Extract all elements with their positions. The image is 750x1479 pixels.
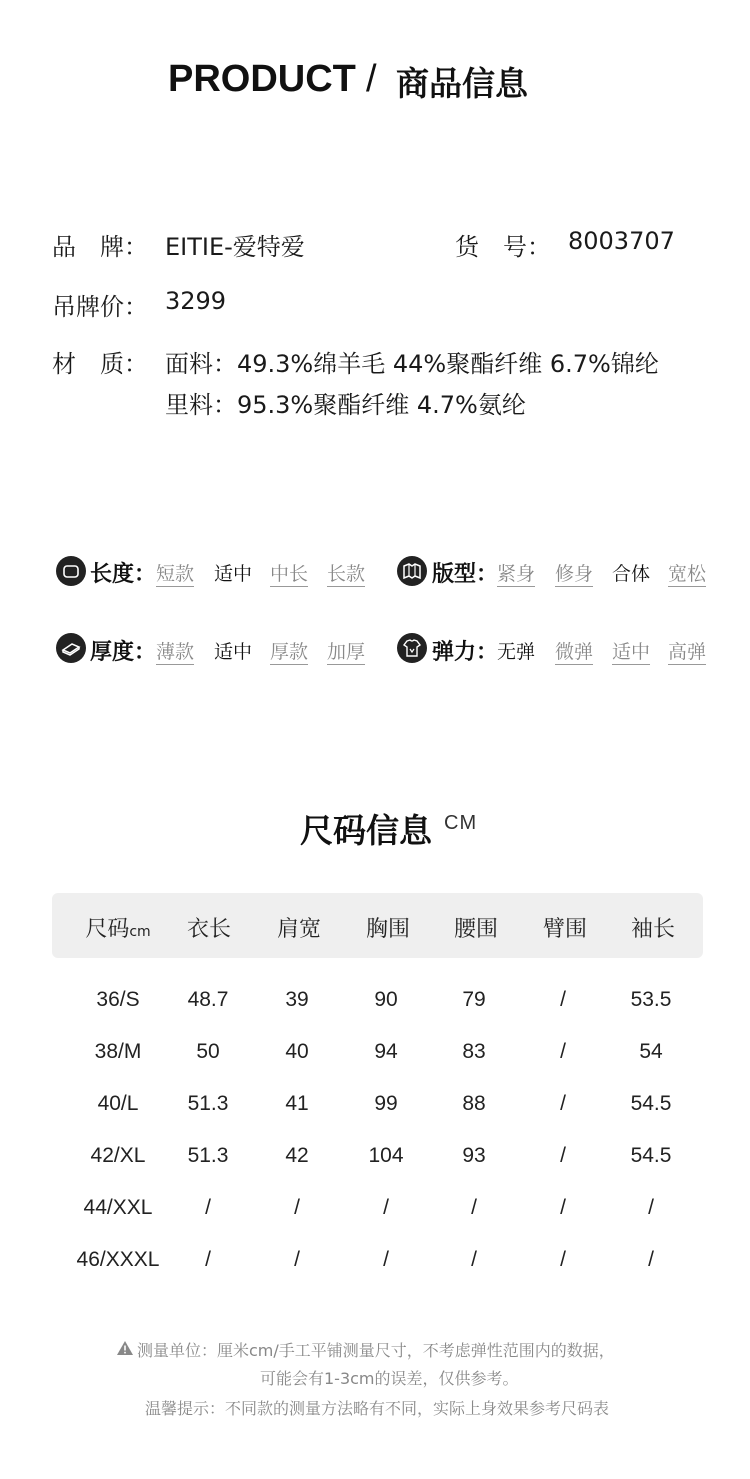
thickness-title: 厚度： [90, 640, 157, 665]
size-table-cell: / [560, 1144, 566, 1167]
size-header-waist: 腰围 [453, 917, 498, 942]
size-header-length: 衣长 [186, 917, 231, 942]
size-table-cell: / [294, 1248, 300, 1271]
size-table-cell: / [205, 1196, 211, 1219]
stretch-option: 高弹 [668, 641, 707, 663]
stretch-title: 弹力： [432, 640, 499, 665]
size-table-cell: / [560, 1196, 566, 1219]
size-section-unit: CM [444, 812, 478, 834]
material-lining: 里料：95.3%聚酯纤维 4.7%氨纶 [165, 391, 526, 419]
size-table-cell: 104 [368, 1144, 404, 1167]
silhouette-icon [397, 556, 427, 586]
size-table-cell: / [648, 1248, 654, 1271]
size-row-label: 38/M [94, 1040, 142, 1063]
fit-option: 修身 [555, 563, 594, 585]
size-table-cell: 48.7 [187, 988, 229, 1011]
fit-option: 紧身 [497, 563, 536, 585]
brand-value: EITIE-爱特爱 [165, 233, 305, 261]
fit-option: 宽松 [668, 563, 707, 585]
length-title: 长度： [90, 562, 157, 587]
size-section-title: 尺码信息 [300, 811, 432, 850]
warning-icon [116, 1340, 134, 1360]
stretch-option: 微弹 [555, 641, 594, 663]
size-header-sleeve: 袖长 [630, 917, 675, 942]
size-table-cell: / [471, 1196, 477, 1219]
length-option: 长款 [327, 563, 366, 585]
size-header-size: 尺码cm [85, 917, 151, 942]
title-separator: / [366, 58, 377, 100]
page-title-cn: 商品信息 [396, 64, 528, 103]
size-table-cell: / [294, 1196, 300, 1219]
size-table-cell: 79 [462, 988, 486, 1011]
size-table-cell: 54.5 [630, 1144, 672, 1167]
stretch-option: 适中 [612, 641, 651, 663]
size-row-label: 36/S [96, 988, 140, 1011]
size-table-cell: 90 [374, 988, 398, 1011]
thickness-option: 加厚 [327, 641, 366, 663]
sku-value: 8003707 [568, 227, 675, 255]
fit-option-selected: 合体 [612, 563, 651, 585]
thickness-icon [56, 633, 86, 663]
size-table-cell: 83 [462, 1040, 486, 1063]
price-value: 3299 [165, 287, 227, 315]
size-table-cell: / [560, 1248, 566, 1271]
size-table-cell: / [471, 1248, 477, 1271]
fit-title: 版型： [432, 562, 499, 587]
length-option: 短款 [156, 563, 195, 585]
size-table-cell: 53.5 [630, 988, 672, 1011]
length-option-selected: 适中 [214, 563, 253, 585]
size-row-label: 44/XXL [83, 1196, 153, 1219]
size-table-cell: 41 [285, 1092, 309, 1115]
note-measurement-unit: 测量单位：厘米cm/手工平铺测量尺寸，不考虑弹性范围内的数据， [137, 1341, 615, 1360]
material-label: 材 质： [52, 350, 148, 378]
size-table-cell: 88 [462, 1092, 486, 1115]
size-table-cell: 50 [196, 1040, 220, 1063]
size-table-cell: 40 [285, 1040, 309, 1063]
size-table-cell: / [560, 1040, 566, 1063]
size-table-cell: 51.3 [187, 1092, 229, 1115]
thickness-option: 厚款 [270, 641, 309, 663]
brand-label: 品 牌： [52, 233, 148, 261]
size-table-cell: / [205, 1248, 211, 1271]
stretch-icon [397, 633, 427, 663]
length-option: 中长 [270, 563, 309, 585]
size-table-cell: 54.5 [630, 1092, 672, 1115]
size-table-cell: 99 [374, 1092, 398, 1115]
size-row-label: 40/L [97, 1092, 139, 1115]
size-table-cell: 94 [374, 1040, 398, 1063]
size-row-label: 46/XXXL [76, 1248, 160, 1271]
page-title-en: PRODUCT [168, 58, 356, 100]
size-header-shoulder: 肩宽 [276, 917, 321, 942]
size-table-cell: / [560, 1092, 566, 1115]
size-table-cell: / [383, 1196, 389, 1219]
size-table-cell: 54 [639, 1040, 663, 1063]
note-error-margin: 可能会有1-3cm的误差，仅供参考。 [260, 1369, 519, 1388]
note-reminder: 温馨提示：不同款的测量方法略有不同，实际上身效果参考尺码表 [145, 1399, 610, 1418]
size-header-chest: 胸围 [365, 917, 410, 942]
material-shell: 面料：49.3%绵羊毛 44%聚酯纤维 6.7%锦纶 [165, 350, 659, 378]
size-table-cell: 93 [462, 1144, 486, 1167]
thickness-option: 薄款 [156, 641, 195, 663]
size-row-label: 42/XL [90, 1144, 146, 1167]
size-table-cell: / [560, 988, 566, 1011]
size-header-arm: 臂围 [542, 917, 587, 942]
stretch-option-selected: 无弹 [497, 641, 536, 663]
size-table-cell: / [383, 1248, 389, 1271]
thickness-option-selected: 适中 [214, 641, 253, 663]
size-table-cell: 51.3 [187, 1144, 229, 1167]
price-label: 吊牌价： [52, 293, 148, 321]
size-table-cell: / [648, 1196, 654, 1219]
size-table-cell: 42 [285, 1144, 309, 1167]
size-table-cell: 39 [285, 988, 309, 1011]
garment-length-icon [56, 556, 86, 586]
sku-label: 货 号： [455, 233, 551, 261]
